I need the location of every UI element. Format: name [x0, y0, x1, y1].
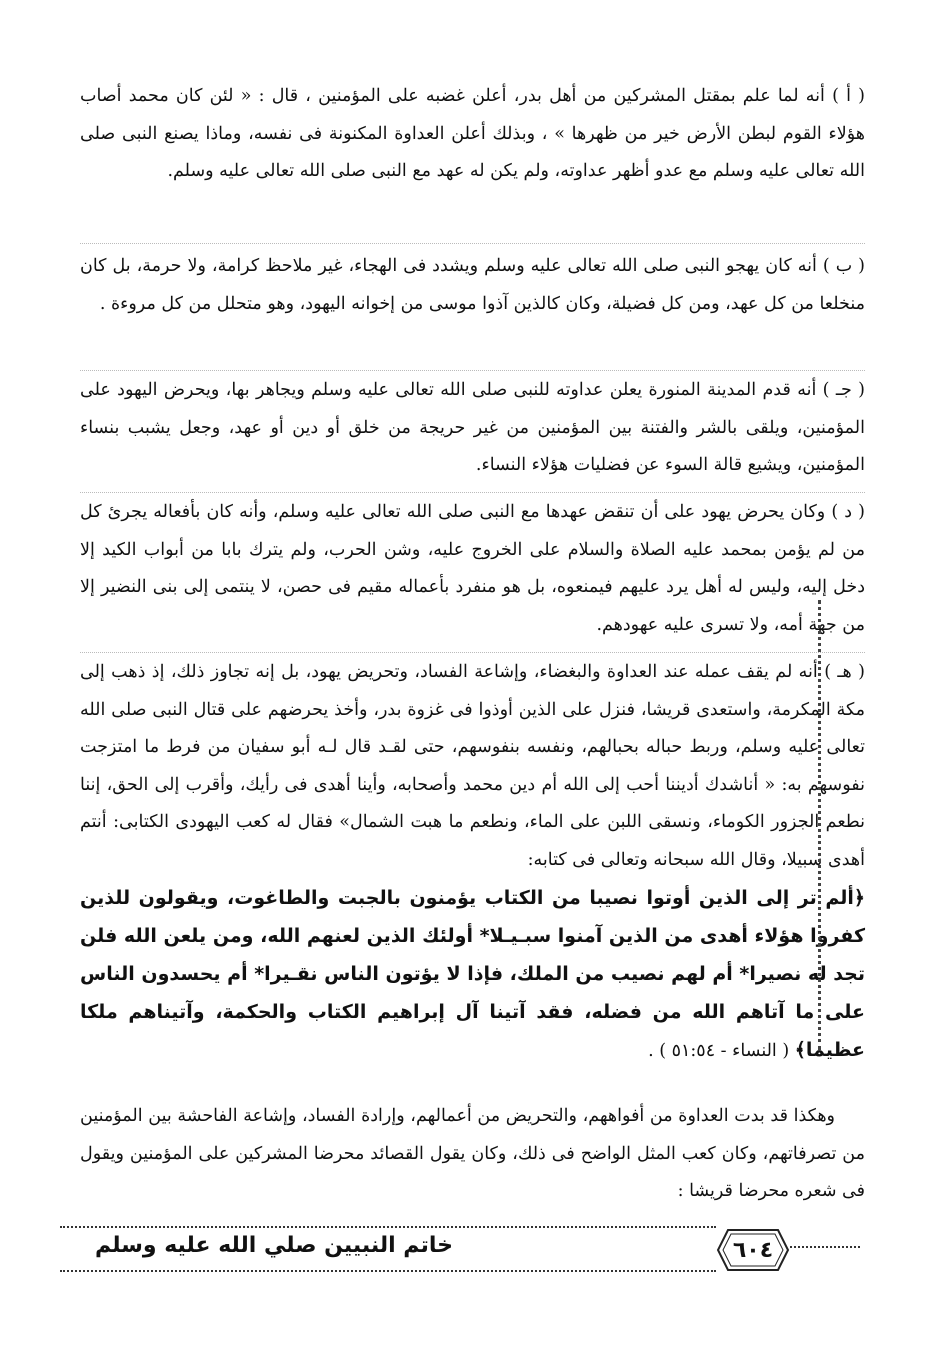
closing-paragraph-block [80, 1098, 865, 1211]
paragraph-c-block [80, 372, 865, 485]
paragraph-a: ( أ ) أنه لما علم بمقتل المشركين من أهل بدر، أعلن غضبه على المؤمنين ، قال : « لئن كان محمد أصاب هؤلاء القوم لبطن الأرض خير من ظهرها » ، وبذلك أعلن العداوة المكنونة فى نفسه، وماذا يصنع النبى صلى الله تعالى عليه وسلم مع عدو أظهر عداوته، ولم يكن له عهد مع النبى صلى الله تعالى عليه وسلم. [80, 86, 865, 181]
footer-right-rule [790, 1246, 860, 1248]
quran-verse [80, 879, 865, 1070]
footer-bottom-rule [60, 1270, 716, 1272]
paragraph-b-block [80, 248, 865, 323]
footer-top-rule [60, 1226, 716, 1228]
page-number-badge [716, 1228, 790, 1272]
margin-decoration [818, 600, 821, 1050]
paragraph-d-block [80, 494, 865, 644]
quran-reference: ( النساء - ٥١:٥٤ ) . [648, 1041, 795, 1061]
quran-text: ﴿ألم تر إلى الذين أوتوا نصيبا من الكتاب يؤمنون بالجبت والطاغوت، ويقولون للذين كفروا هؤلاء أهدى من الذين آمنوا سبـيـلا* أولئك الذين لعنهم الله، ومن يلعن الله فلن تجد له نصيرا* أم لهم نصيب من الملك، فإذا لا يؤتون الناس نقـيرا* أم يحسدون الناس على ما آتاهم الله من فضله، فقد آتينا آل إبراهيم الكتاب والحكمة، وآتيناهم ملكا عظيما﴾ [80, 887, 865, 1061]
separator [80, 243, 865, 244]
paragraph-a-block [80, 78, 865, 191]
paragraph-e-block [80, 654, 865, 1070]
separator [80, 370, 865, 371]
separator [80, 492, 865, 493]
page-number: ٦٠٤ [732, 1237, 774, 1263]
paragraph-e: ( هـ ) أنه لم يقف عمله عند العداوة والبغضاء، وإشاعة الفساد، وتحريض يهود، بل إنه تجاوز ذلك، إذ ذهب إلى مكة المكرمة، واستعدى قريشا، فنزل على الذين أوذوا فى غزوة بدر، وأخذ يحرضهم على قتال النبى صلى الله تعالى عليه وسلم، وربط حباله بحبالهم، ونفسه بنفوسهم، حتى لقـد قال لـه أبو سفيان من فرط ما امتزجت نفوسهم به: « أناشدك أديننا أحب إلى الله أم دين محمد وأصحابه، وأينا أهدى فى رأيك، وأقرب إلى الحق، إننا نطعم الجزور الكوماء، ونسقى اللبن على الماء، ونطعم ما هبت الشمال» فقال له كعب اليهودى الكتابى: أنتم أهدى سبيلا، وقال الله سبحانه وتعالى فى كتابه: [80, 662, 865, 870]
footer-book-title: خاتم النبيين صلي الله عليه وسلم [95, 1233, 453, 1258]
paragraph-b: ( ب ) أنه كان يهجو النبى صلى الله تعالى عليه وسلم ويشدد فى الهجاء، غير ملاحظ كرامة، ولا حرمة، بل كان منخلعا من كل عهد، ومن كل فضيلة، وكان كالذين آذوا موسى من إخوانه اليهود، وهو متحلل من كل مروءة . [80, 256, 865, 314]
closing-paragraph: وهكذا قد بدت العداوة من أفواههم، والتحريض من أعمالهم، وإرادة الفساد، وإشاعة الفاحشة بين المؤمنين من تصرفاتهم، وكان كعب المثل الواضح فى ذلك، وكان يقول القصائد محرضا المشركين على المؤمنين ويقول فى شعره محرضا قريشا : [80, 1106, 865, 1201]
paragraph-d: ( د ) وكان يحرض يهود على أن تنقض عهدها مع النبى صلى الله تعالى عليه وسلم، وأنه كان بأفعاله يجرئ كل من لم يؤمن بمحمد عليه الصلاة والسلام على الخروج عليه، وشن الحرب، ولم يترك بابا من أبواب الكيد إلا دخل إليه، وليس له أهل يرد عليهم فيمنعوه، بل هو منفرد بأعماله مقيم فى حصن، لا ينتمى إلى بنى النضير إلا من جهة أمه، ولا تسرى عليه عهودهم. [80, 502, 865, 635]
paragraph-c: ( جـ ) أنه قدم المدينة المنورة يعلن عداوته للنبى صلى الله تعالى عليه وسلم ويجاهر بها، ويحرض اليهود على المؤمنين، ويلقى بالشر والفتنة بين المؤمنين من غير حريجة من خلق أو دين أو عهد، وجعل يشبب بنساء المؤمنين، ويشيع قالة السوء عن فضليات هؤلاء النساء. [80, 380, 865, 475]
separator [80, 652, 865, 653]
